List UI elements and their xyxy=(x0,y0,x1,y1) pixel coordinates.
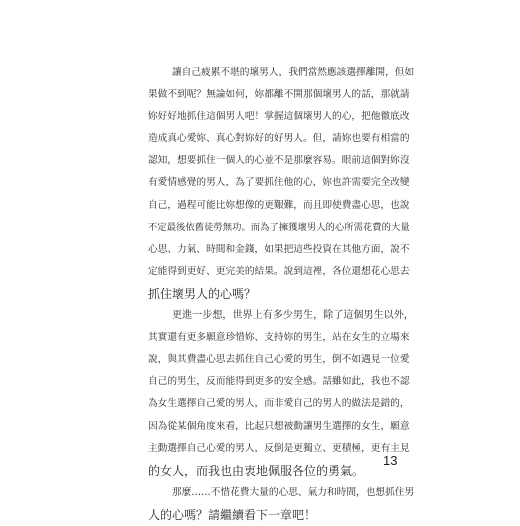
text-line: 心思、力氣、時間和金錢，如果把這些投資在其他方面，說不 xyxy=(148,243,410,255)
text-line: 自己的男生，反而能得到更多的安全感。話雖如此，我也不認 xyxy=(148,376,410,388)
paragraph-3 xyxy=(148,482,415,526)
text-line: 的女人，而我也由衷地佩服各位的勇氣。 xyxy=(148,463,365,478)
text-line: 因為從某個角度來看，比起只想被動讓男生選擇的女生，願意 xyxy=(148,420,410,432)
body-text xyxy=(148,62,415,526)
text-line: 造成真心愛妳、真心對妳好的好男人。但，請妳也要有相當的 xyxy=(148,133,410,145)
text-line: 妳好好地抓住這個男人吧！掌握這個壞男人的心，把他徹底改 xyxy=(148,111,410,123)
text-line: 認知，想要抓住一個人的心並不是那麼容易。眼前這個對妳沒 xyxy=(148,155,410,167)
paragraph-2 xyxy=(148,305,414,482)
text-line: 果做不到呢？無論如何，妳都離不開那個壞男人的話，那就請 xyxy=(148,89,410,101)
paragraph-1 xyxy=(148,62,415,305)
text-line: 其實還有更多願意珍惜妳、支持妳的男生，站在女生的立場來 xyxy=(148,332,410,344)
text-line: 抓住壞男人的心嗎？ xyxy=(148,286,257,301)
text-line: 不定最後依舊徒勞無功。而為了擁獲壞男人的心所需花費的大量 xyxy=(148,221,410,233)
text-line: 讓自己疲累不堪的壞男人，我們當然應該選擇離開，但如 xyxy=(172,67,415,78)
text-line: 人的心嗎？請繼續看下一章吧！ xyxy=(148,507,317,522)
text-line: 自己，過程可能比妳想像的更艱難，而且即使費盡心思，也說 xyxy=(148,199,410,211)
text-line: 更進一步想，世界上有多少男生，除了這個男生以外， xyxy=(172,310,414,322)
page-number: 13 xyxy=(383,453,398,468)
text-line: 有愛情感覺的男人，為了要抓住他的心，妳也許需要完全改變 xyxy=(148,177,410,189)
text-line: 定能得到更好、更完美的結果。說到這裡，各位還想花心思去 xyxy=(148,265,410,277)
text-line: 主動選擇自己心愛的男人，反倒是更獨立、更積極，更有主見 xyxy=(148,442,410,454)
text-line: 說，與其費盡心思去抓住自己心愛的男生，倒不如遇見一位愛 xyxy=(148,354,410,366)
text-line: 那麼……不惜花費大量的心思、氣力和時間，也想抓住男 xyxy=(172,486,415,498)
text-line: 為女生選擇自己愛的男人，而非愛自己的男人的做法是錯的， xyxy=(148,398,410,410)
